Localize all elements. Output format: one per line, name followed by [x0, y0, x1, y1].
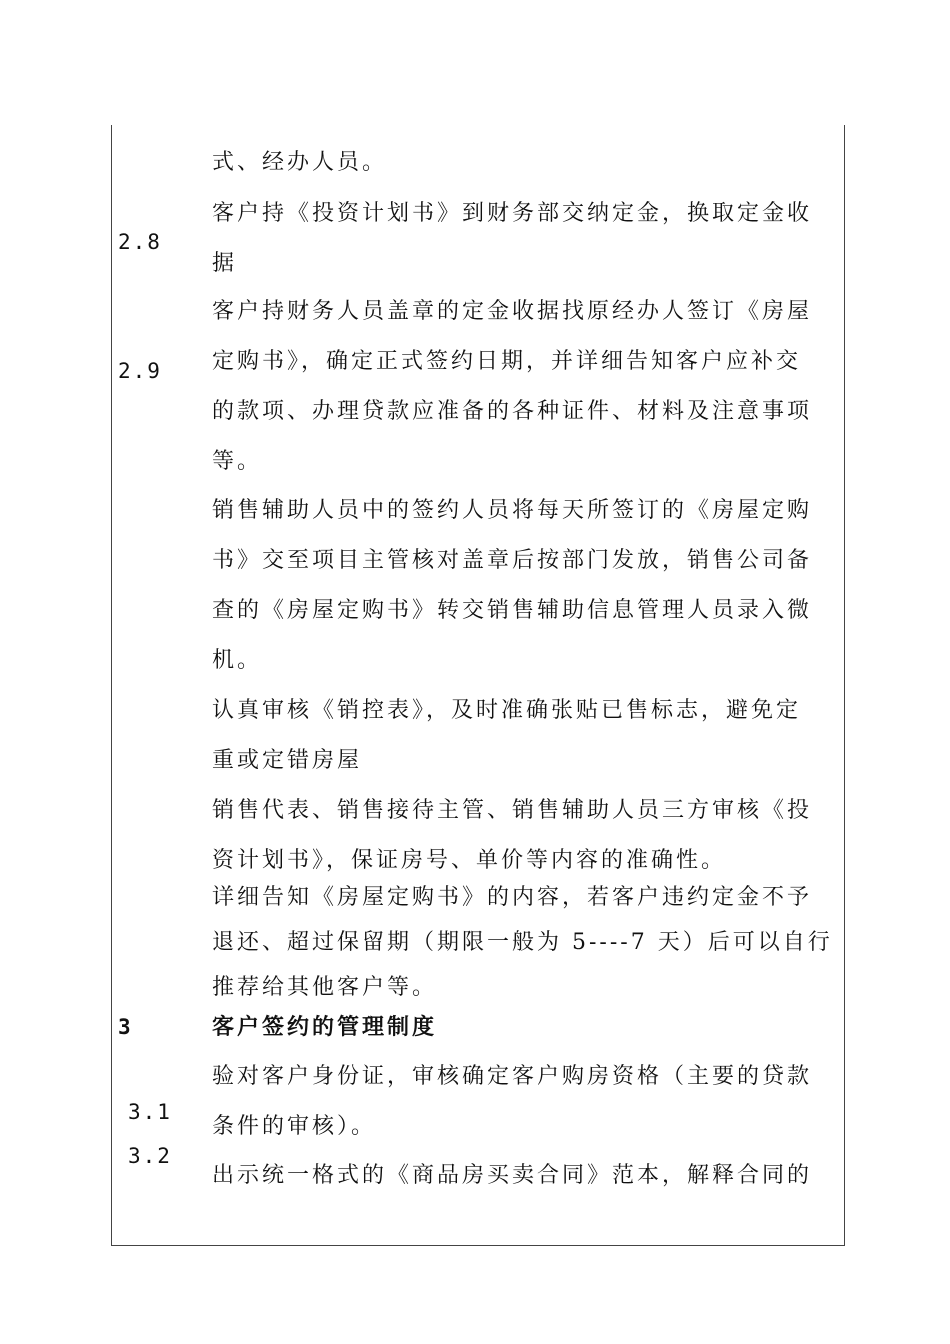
text-line: 重或定错房屋 — [212, 748, 363, 773]
text-line: 机。 — [212, 648, 263, 673]
section-number-3: 3 — [118, 1015, 133, 1039]
item-number-3-2: 3.2 — [128, 1144, 172, 1168]
text-line: 详细告知《房屋定购书》的内容，若客户违约定金不予 — [212, 885, 813, 910]
text-line: 等。 — [212, 449, 263, 474]
text-line: 退还、超过保留期（期限一般为 5----7 天）后可以自行 — [212, 930, 833, 955]
item-number-2-9: 2.9 — [118, 359, 162, 383]
text-line: 验对客户身份证，审核确定客户购房资格（主要的贷款 — [212, 1064, 813, 1089]
text-line: 书》交至项目主管核对盖章后按部门发放，销售公司备 — [212, 548, 813, 573]
text-line: 查的《房屋定购书》转交销售辅助信息管理人员录入微 — [212, 598, 813, 623]
text-line: 销售代表、销售接待主管、销售辅助人员三方审核《投 — [212, 798, 813, 823]
text-line: 销售辅助人员中的签约人员将每天所签订的《房屋定购 — [212, 498, 813, 523]
text-line: 资计划书》，保证房号、单价等内容的准确性。 — [212, 848, 727, 873]
item-number-2-8: 2.8 — [118, 230, 162, 254]
text-line: 客户持财务人员盖章的定金收据找原经办人签订《房屋 — [212, 299, 813, 324]
text-line: 推荐给其他客户等。 — [212, 975, 438, 1000]
text-line: 据 — [212, 251, 238, 276]
text-line: 出示统一格式的《商品房买卖合同》范本，解释合同的 — [212, 1163, 813, 1188]
text-line: 的款项、办理贷款应准备的各种证件、材料及注意事项 — [212, 399, 813, 424]
text-line: 定购书》，确定正式签约日期，并详细告知客户应补交 — [212, 349, 802, 374]
item-number-3-1: 3.1 — [128, 1100, 172, 1124]
text-line: 认真审核《销控表》，及时准确张贴已售标志，避免定 — [212, 698, 802, 723]
text-line: 客户持《投资计划书》到财务部交纳定金，换取定金收 — [212, 201, 813, 226]
text-line: 式、经办人员。 — [212, 150, 388, 175]
section-heading: 客户签约的管理制度 — [212, 1014, 438, 1040]
text-line: 条件的审核）。 — [212, 1114, 377, 1139]
